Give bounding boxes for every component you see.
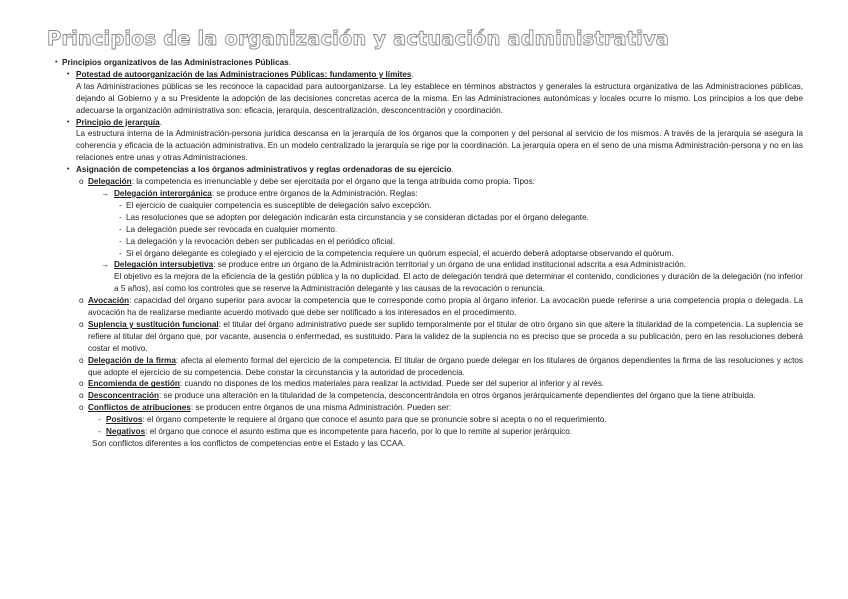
list-item: • Principio de jerarquía.: [67, 117, 162, 127]
paragraph: Son conflictos diferentes a los conflictos de competencias entre el Estado y las CCAA.: [92, 439, 406, 448]
list-item: - Negativos: el órgano que conoce el asunto estima que es incompetente para hacerlo, por lo que lo remite al superior jerárquico.: [98, 427, 573, 437]
list-item: o Avocación: capacidad del órgano superior para avocar la competencia que le corresponde como propia al órgano inferior. La avocación puede referirse a una competencia propia o delegada. La avocación ha de realizarse mediante acuerdo motivado que debe ser notificado a los interesados en el procedimiento.: [79, 296, 803, 318]
list-item: - Positivos: el órgano competente le requiere al órgano que conoce el asunto para que se pronuncie sobre si acepta o no el requerimiento.: [98, 415, 607, 425]
term: Delegación intersubjetiva: [114, 260, 214, 270]
rule-item: - La delegación puede ser revocada en cualquier momento.: [119, 224, 338, 234]
paragraph: La estructura interna de la Administración-persona jurídica descansa en la jerarquía de los órganos que la componen y del personal al servicio de los mismos. A través de la jerarquía se asegura la coherencia y eficacia de la actuación administrativa. En un modelo centralizado la jerarquía se rige por la coordinación. La jerarquía opera en el seno de una misma Administración-persona y no en las relaciones entre unas y otras Administraciones.: [76, 129, 803, 163]
list-item: o Desconcentración: se produce una alteración en la titularidad de la competencia, desconcentrándola en otros órganos jerárquicamente dependientes del órgano que la tiene atribuida.: [79, 391, 756, 401]
subsection-heading: Asignación de competencias a los órganos administrativos y reglas ordenadoras de su ejercicio: [76, 165, 452, 175]
subsection-heading: Principio de jerarquía: [76, 117, 160, 127]
list-item: o Suplencia y sustitución funcional: el titular del órgano administrativo puede ser suplido temporalmente por el titular de otro órgano sin que altere la titularidad de la competencia. La suplencia se refiere al titular del órgano que, por vacante, ausencia o enfermedad, es sustituido. Para la validez de la suplencia no es preciso que se proceda a su publicación, pero en las resoluciones deberá costar el motivo.: [79, 319, 803, 353]
paragraph: A las Administraciones públicas se les reconoce la capacidad para autoorganizarse. La ley establece en términos abstractos y generales la estructura organizativa de las Administraciones públicas, dejando al Gobierno y a su Presidente la adopción de las decisiones concretas acerca de la misma. En las Administraciones autonómicas y locales ocurre lo mismo. Los principios a los que debe adecuarse la organización administrativa son: eficacia, jerarquía, descentralización, desconcentración y coordinación.: [76, 81, 803, 115]
term: Positivos: [106, 415, 143, 425]
subsection-heading: Potestad de autoorganización de las Administraciones Públicas: fundamento y límites: [76, 69, 412, 79]
term: Desconcentración: [88, 391, 159, 401]
list-item: o Delegación: la competencia es irrenunciable y debe ser ejercitada por el órgano que la tenga atribuida como propia. Tipos:: [79, 177, 535, 187]
list-item: o Encomienda de gestión: cuando no dispones de los medios materiales para realizar la actividad. Puede ser del superior al inferior y al revés.: [79, 379, 605, 389]
list-item: • Principios organizativos de las Administraciones Públicas.: [55, 58, 292, 67]
bullet-marker: •: [67, 166, 70, 174]
section-heading: Principios organizativos de las Administraciones Públicas: [62, 58, 289, 67]
rule-item: - La delegación y la revocación deben ser publicadas en el periódico oficial.: [119, 236, 395, 246]
list-item: • Potestad de autoorganización de las Administraciones Públicas: fundamento y límites.: [67, 69, 414, 79]
bullet-marker: •: [67, 70, 70, 78]
term: Delegación interorgánica: [114, 188, 212, 198]
paragraph: El objetivo es la mejora de la eficiencia de la gestión pública y la no duplicidad. El acto de delegación tendrá que determinar el contenido, condiciones y duración de la delegación (no inferior a 5 años), así como los controles que se reserve la Administración delegante y las causas de la revocación o renuncia.: [114, 272, 803, 294]
bullet-marker: •: [67, 118, 70, 126]
list-item: → Delegación interorgánica: se produce entre órganos de la Administración. Reglas:: [101, 188, 418, 198]
list-item: • Asignación de competencias a los órganos administrativos y reglas ordenadoras de su ejercicio.: [67, 165, 454, 175]
term: Negativos: [106, 427, 146, 437]
term: Conflictos de atribuciones: [88, 403, 191, 413]
bullet-marker: •: [55, 59, 58, 66]
arrow-marker: →: [101, 260, 110, 270]
term: Delegación: [88, 177, 132, 187]
document-content: [55, 57, 803, 450]
rule-item: - El ejercicio de cualquier competencia es susceptible de delegación salvo excepción.: [119, 200, 432, 210]
list-item: o Conflictos de atribuciones: se producen entre órganos de una misma Administración. Pueden ser:: [79, 403, 452, 413]
term: Delegación de la firma: [88, 355, 176, 365]
arrow-marker: →: [101, 188, 110, 198]
term: Suplencia y sustitución funcional: [88, 319, 219, 329]
term: Encomienda de gestión: [88, 379, 180, 389]
rule-item: - Las resoluciones que se adopten por delegación indicarán esta circunstancia y se consideran dictadas por el órgano delegante.: [119, 212, 589, 222]
term: Avocación: [88, 296, 130, 306]
rule-item: - Si el órgano delegante es colegiado y el ejercicio de la competencia requiere un quórum especial, el acuerdo deberá adoptarse observando el quórum.: [119, 248, 674, 258]
circle-marker: o: [79, 177, 84, 187]
page-title: Principios de la organización y actuación administrativa: [47, 27, 670, 50]
list-item: → Delegación intersubjetiva: se produce entre un órgano de la Administración territorial y un órgano de una entidad institucional adscrita a esa Administración.: [101, 260, 687, 270]
list-item: o Delegación de la firma: afecta al elemento formal del ejercicio de la competencia. El titular de órgano puede delegar en los titulares de órganos dependientes la firma de las resoluciones y actos que adopte el ejercicio de su competencia. Debe constar la circunstancia y la autoridad de procedencia.: [79, 355, 803, 377]
